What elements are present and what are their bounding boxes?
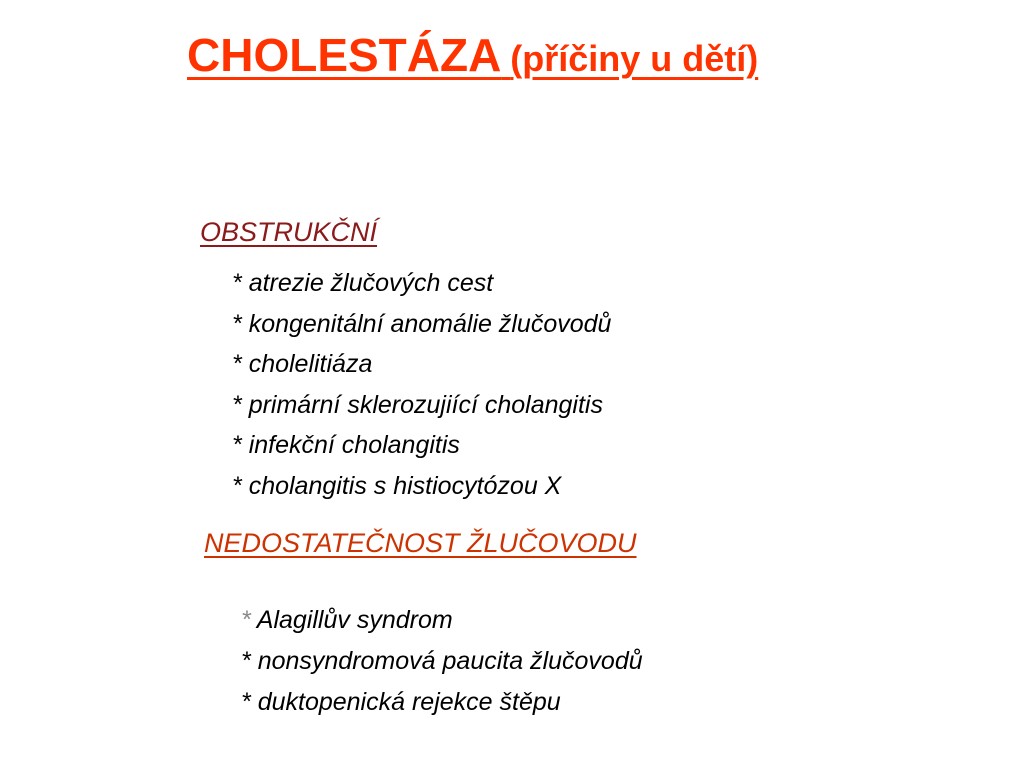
list-item [241, 600, 643, 641]
bullet: * [241, 688, 251, 716]
list-item [232, 304, 611, 345]
bullet: * [241, 647, 251, 675]
item-text: infekční cholangitis [248, 431, 460, 460]
item-text: Alagillův syndrom [256, 606, 453, 634]
title-subtitle: (příčiny u dětí) [510, 38, 759, 79]
slide-title [187, 30, 758, 81]
heading-nedostatecnost: NEDOSTATEČNOST ŽLUČOVODU [204, 528, 637, 558]
list-item [232, 385, 611, 426]
bullet: * [232, 350, 242, 379]
item-text: cholelitiáza [248, 350, 373, 379]
bullet: * [232, 431, 242, 460]
item-text: nonsyndromová paucita žlučovodů [257, 647, 643, 675]
bullet: * [241, 606, 251, 634]
bullet: * [232, 269, 242, 297]
bullet: * [232, 309, 242, 338]
list-item [232, 466, 611, 507]
item-text: atrezie žlučových cest [248, 269, 494, 297]
list-obstrukcni [232, 263, 611, 507]
bullet: * [232, 390, 242, 419]
bullet: * [232, 471, 242, 500]
title-main: CHOLESTÁZA [187, 29, 502, 81]
item-text: duktopenická rejekce štěpu [257, 688, 561, 716]
item-text: primární sklerozujiící cholangitis [248, 390, 603, 419]
list-item [241, 682, 643, 723]
list-item [232, 263, 611, 304]
item-text: cholangitis s histiocytózou X [248, 471, 562, 500]
heading-obstrukcni: OBSTRUKČNÍ [200, 217, 378, 247]
list-item [232, 425, 611, 466]
list-item [241, 641, 643, 682]
list-nedostatecnost [241, 600, 643, 723]
list-item [232, 344, 611, 385]
item-text: kongenitální anomálie žlučovodů [248, 309, 612, 338]
